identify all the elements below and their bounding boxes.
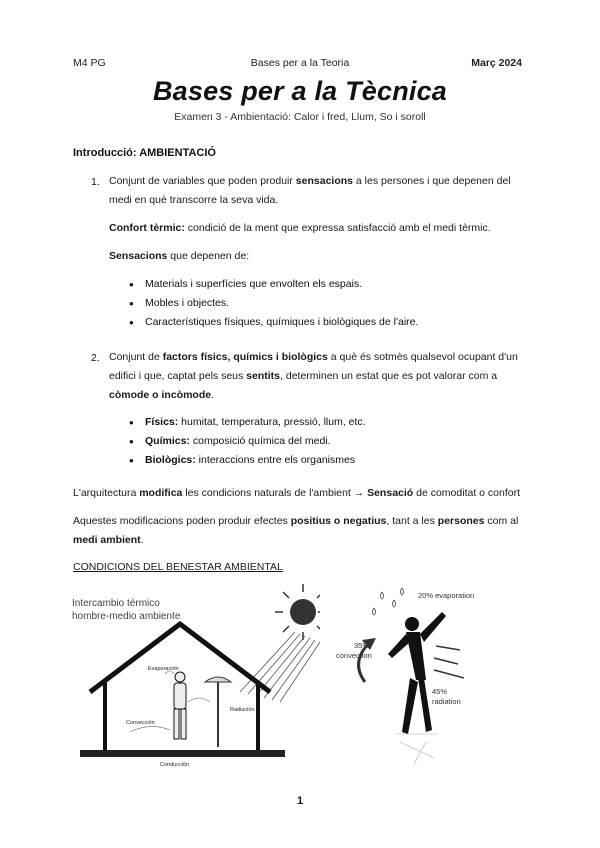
- label-radiation: radiation: [432, 697, 461, 706]
- list-item: ● Físics: humitat, temperatura, pressió, llum, etc.: [129, 416, 366, 428]
- list-item: ● Mobles i objectes.: [129, 297, 230, 309]
- label-evaporation: 20% evaporation: [418, 591, 475, 600]
- label-convection-pct: 35%: [354, 641, 370, 650]
- item1-line2: medi en què transcorre la seva vida.: [109, 194, 279, 206]
- header-course: M4 PG: [73, 57, 106, 69]
- item2-line3: còmode o incòmode.: [109, 389, 215, 401]
- confort-termic: Confort tèrmic: condició de la ment que expressa satisfacció amb el medi tèrmic.: [109, 222, 491, 234]
- list-item: ● Materials i superfícies que envolten els espais.: [129, 278, 363, 290]
- effects-paragraph-line1: Aquestes modificacions poden produir efectes positius o negatius, tant a les persones com al: [73, 515, 519, 527]
- header-subject: Bases per a la Teoria: [250, 57, 350, 69]
- body-heat-loss-diagram: [330, 582, 490, 772]
- page-number: 1: [296, 795, 304, 807]
- effects-paragraph-line2: medi ambient.: [73, 534, 144, 546]
- item1-line1: Conjunt de variables que poden produir sensacions a les persones i que depenen del: [109, 175, 511, 187]
- page-subtitle: Examen 3 - Ambientació: Calor i fred, Llum, So i soroll: [174, 111, 426, 123]
- list-item: ● Químics: composició química del medi.: [129, 435, 331, 447]
- heat-exchange-diagram: [70, 582, 320, 772]
- list-item: ● Biològics: interaccions entre els organismes: [129, 454, 356, 466]
- item2-number: 2.: [91, 352, 100, 364]
- item2-line2: edifici i que, captat pels seus sentits, determinen un estat que es pot valorar com a: [109, 370, 498, 382]
- intro-heading: Introducció: AMBIENTACIÓ: [73, 147, 216, 159]
- house-floor: [80, 750, 285, 757]
- figure-left-caption-1: Intercambio térmico: [72, 598, 160, 609]
- item1-number: 1.: [91, 176, 100, 188]
- figure-left-caption-2: hombre-medio ambiente: [72, 611, 181, 622]
- sensacions-intro: Sensacions que depenen de:: [109, 250, 250, 262]
- architecture-paragraph: L'arquitectura modifica les condicions naturals de l'ambient → Sensació de comoditat o confort: [73, 487, 521, 499]
- label-convection: convection: [336, 651, 372, 660]
- list-item: ● Característiques físiques, químiques i biològiques de l'aire.: [129, 316, 419, 328]
- page-title: Bases per a la Tècnica: [152, 76, 448, 106]
- label-evaporacion: Evaporación: [148, 666, 179, 672]
- label-radiation-pct: 45%: [432, 687, 448, 696]
- header-date: Març 2024: [471, 57, 522, 69]
- item2-line1: Conjunt de factors físics, químics i biològics a què és sotmès qualsevol ocupant d'un: [109, 351, 518, 363]
- label-radiacion: Radiación: [230, 707, 255, 713]
- label-conveccion: Convección: [126, 720, 155, 726]
- conditions-heading: CONDICIONS DEL BENESTAR AMBIENTAL: [73, 561, 283, 573]
- label-conduccion: Conducción: [160, 762, 190, 768]
